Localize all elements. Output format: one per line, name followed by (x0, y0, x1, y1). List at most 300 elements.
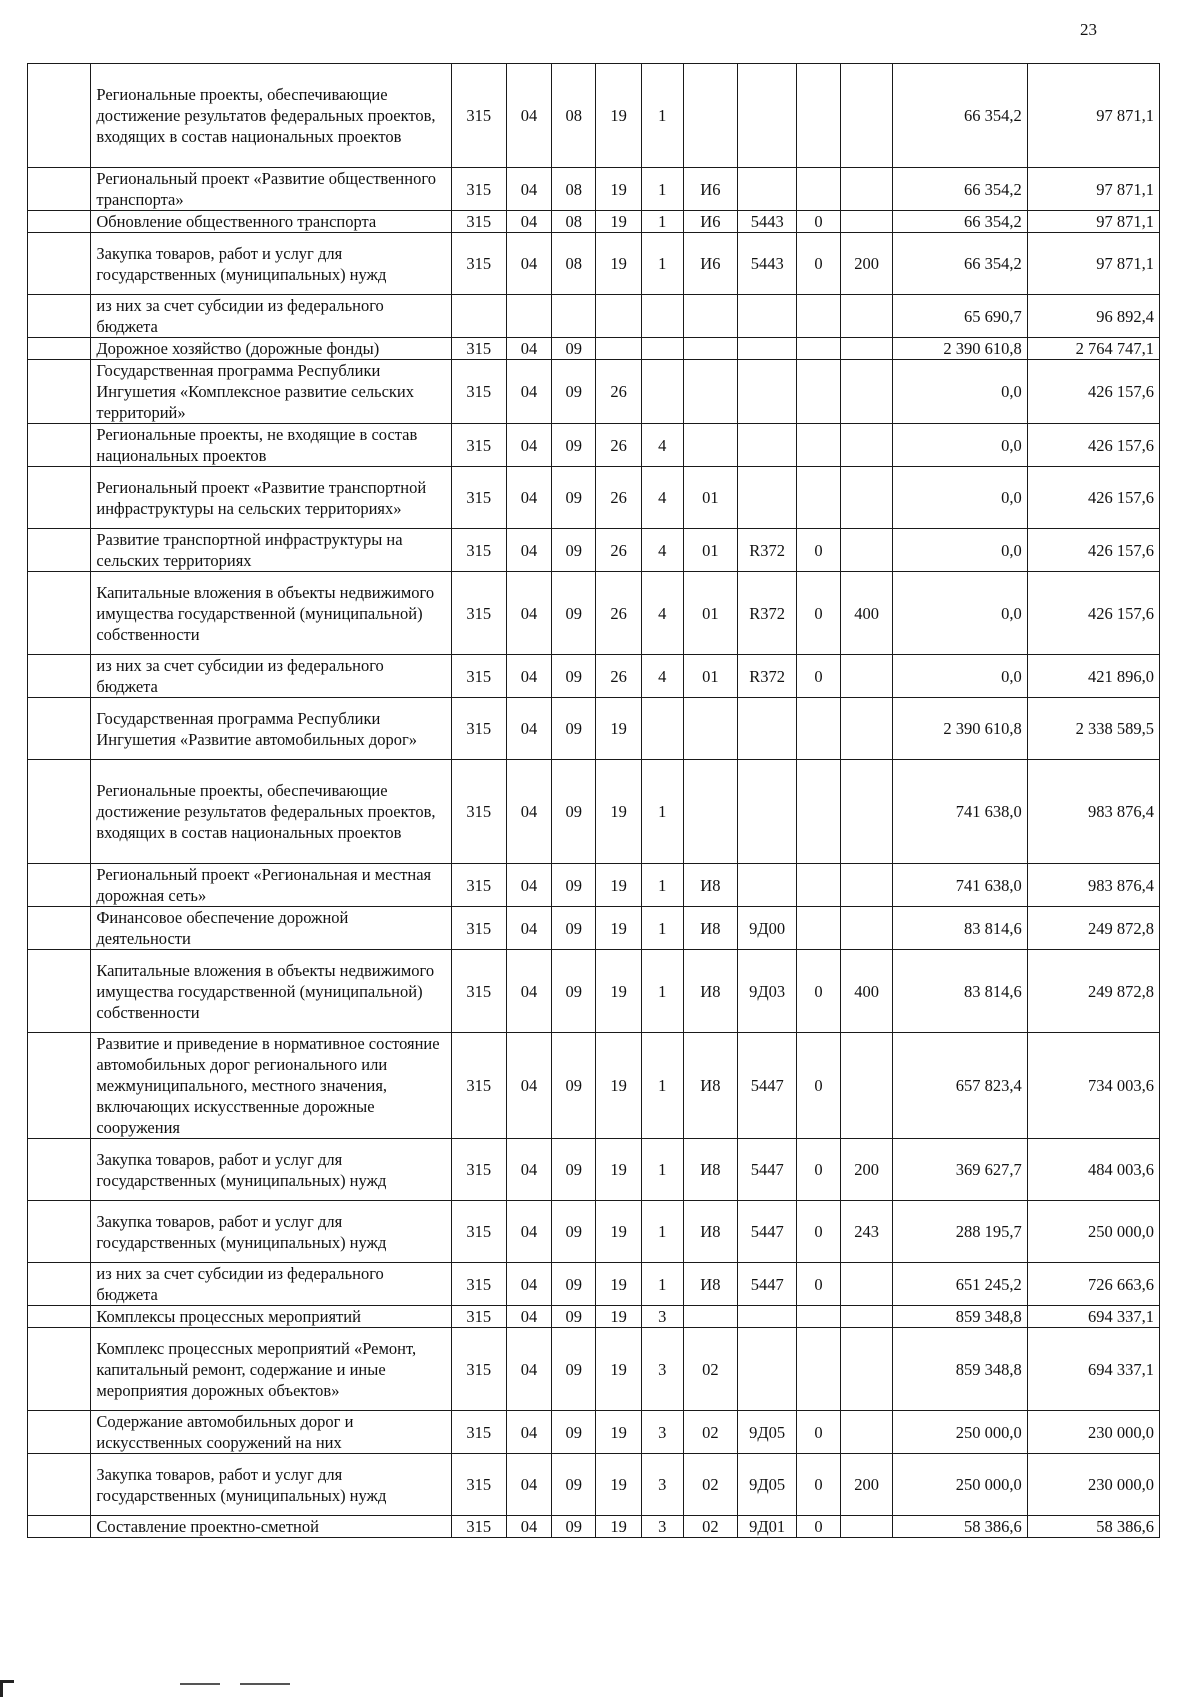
code-vr: 400 (840, 950, 892, 1033)
code-direction: R372 (738, 655, 797, 698)
row-blank-cell (28, 211, 91, 233)
code-project: И8 (683, 864, 738, 907)
code-direction: 5447 (738, 1139, 797, 1201)
code-type: 1 (642, 168, 684, 211)
table-row (28, 1033, 1160, 1139)
amount-y2026: 426 157,6 (1027, 467, 1159, 529)
table-row (28, 424, 1160, 467)
code-prog: 19 (596, 907, 642, 950)
amount-y2026: 426 157,6 (1027, 424, 1159, 467)
code-type: 4 (642, 655, 684, 698)
row-blank-cell (28, 950, 91, 1033)
scan-artifact-line (240, 1683, 290, 1685)
code-type (642, 698, 684, 760)
scan-corner-mark (0, 1680, 14, 1697)
code-sub (797, 64, 841, 168)
row-name: Обновление общественного транспорта (91, 211, 452, 233)
row-name: Закупка товаров, работ и услуг для государственных (муниципальных) нужд (91, 1139, 452, 1201)
code-rz: 04 (506, 864, 552, 907)
code-rz: 04 (506, 760, 552, 864)
row-blank-cell (28, 233, 91, 295)
code-sub: 0 (797, 529, 841, 572)
code-type: 1 (642, 864, 684, 907)
table-row (28, 338, 1160, 360)
table-row (28, 760, 1160, 864)
amount-y2025: 0,0 (893, 655, 1027, 698)
amount-y2026: 694 337,1 (1027, 1328, 1159, 1411)
code-project: И6 (683, 168, 738, 211)
code-rz: 04 (506, 360, 552, 424)
code-project (683, 698, 738, 760)
code-project (683, 1306, 738, 1328)
code-pr: 09 (552, 1516, 596, 1538)
code-pr: 09 (552, 1454, 596, 1516)
code-sub (797, 1306, 841, 1328)
row-name: Региональный проект «Региональная и местная дорожная сеть» (91, 864, 452, 907)
code-project: 01 (683, 572, 738, 655)
code-prog: 19 (596, 698, 642, 760)
amount-y2026: 983 876,4 (1027, 864, 1159, 907)
code-vr: 200 (840, 1139, 892, 1201)
code-vr (840, 211, 892, 233)
code-sub (797, 360, 841, 424)
amount-y2026: 426 157,6 (1027, 529, 1159, 572)
amount-y2026: 97 871,1 (1027, 64, 1159, 168)
code-direction (738, 338, 797, 360)
code-sub: 0 (797, 233, 841, 295)
code-sub: 0 (797, 572, 841, 655)
code-direction: 5443 (738, 211, 797, 233)
code-type (642, 338, 684, 360)
code-type: 3 (642, 1454, 684, 1516)
code-vr (840, 1033, 892, 1139)
code-direction: 9Д03 (738, 950, 797, 1033)
code-rz: 04 (506, 1033, 552, 1139)
code-sub: 0 (797, 1139, 841, 1201)
code-prog: 26 (596, 572, 642, 655)
code-vr (840, 529, 892, 572)
code-direction (738, 168, 797, 211)
code-pr: 09 (552, 864, 596, 907)
code-vr (840, 1516, 892, 1538)
row-blank-cell (28, 1201, 91, 1263)
code-gr: 315 (451, 1306, 506, 1328)
amount-y2026: 97 871,1 (1027, 233, 1159, 295)
code-rz: 04 (506, 338, 552, 360)
code-gr: 315 (451, 572, 506, 655)
code-gr: 315 (451, 211, 506, 233)
budget-table (27, 63, 1160, 1538)
code-direction: 5443 (738, 233, 797, 295)
row-name: Содержание автомобильных дорог и искусственных сооружений на них (91, 1411, 452, 1454)
code-type: 3 (642, 1328, 684, 1411)
code-prog: 26 (596, 655, 642, 698)
code-vr (840, 360, 892, 424)
amount-y2025: 66 354,2 (893, 233, 1027, 295)
code-type (642, 360, 684, 424)
code-prog: 19 (596, 760, 642, 864)
code-rz (506, 295, 552, 338)
code-type: 1 (642, 233, 684, 295)
code-type: 4 (642, 572, 684, 655)
code-sub: 0 (797, 211, 841, 233)
code-vr: 200 (840, 1454, 892, 1516)
row-blank-cell (28, 338, 91, 360)
code-prog: 19 (596, 1411, 642, 1454)
code-pr: 09 (552, 529, 596, 572)
code-rz: 04 (506, 211, 552, 233)
page-number: 23 (1080, 20, 1097, 39)
code-pr: 08 (552, 211, 596, 233)
table-row (28, 168, 1160, 211)
row-blank-cell (28, 864, 91, 907)
code-project: И6 (683, 211, 738, 233)
row-name: Государственная программа Республики Ингушетия «Развитие автомобильных дорог» (91, 698, 452, 760)
table-row (28, 360, 1160, 424)
row-name: Региональный проект «Развитие транспортной инфраструктуры на сельских территориях» (91, 467, 452, 529)
code-type: 1 (642, 760, 684, 864)
code-sub (797, 168, 841, 211)
amount-y2025: 58 386,6 (893, 1516, 1027, 1538)
row-name: Закупка товаров, работ и услуг для государственных (муниципальных) нужд (91, 1201, 452, 1263)
amount-y2025: 66 354,2 (893, 64, 1027, 168)
amount-y2025: 288 195,7 (893, 1201, 1027, 1263)
code-pr: 09 (552, 1201, 596, 1263)
code-sub (797, 338, 841, 360)
amount-y2026: 694 337,1 (1027, 1306, 1159, 1328)
code-prog: 19 (596, 211, 642, 233)
code-pr: 09 (552, 424, 596, 467)
code-direction (738, 424, 797, 467)
code-type: 1 (642, 1139, 684, 1201)
code-project: 01 (683, 655, 738, 698)
code-gr: 315 (451, 529, 506, 572)
code-direction (738, 1328, 797, 1411)
code-direction (738, 698, 797, 760)
code-pr: 08 (552, 64, 596, 168)
row-blank-cell (28, 1454, 91, 1516)
code-gr: 315 (451, 338, 506, 360)
row-name: Развитие транспортной инфраструктуры на сельских территориях (91, 529, 452, 572)
code-prog: 19 (596, 1139, 642, 1201)
amount-y2026: 734 003,6 (1027, 1033, 1159, 1139)
code-project (683, 760, 738, 864)
row-name: Региональные проекты, обеспечивающие достижение результатов федеральных проектов, входящих в состав национальных проектов (91, 64, 452, 168)
code-vr (840, 64, 892, 168)
code-sub (797, 907, 841, 950)
code-sub (797, 424, 841, 467)
row-blank-cell (28, 1139, 91, 1201)
code-type: 1 (642, 1033, 684, 1139)
code-rz: 04 (506, 655, 552, 698)
code-project: И8 (683, 1201, 738, 1263)
code-gr: 315 (451, 467, 506, 529)
code-gr: 315 (451, 424, 506, 467)
code-prog: 19 (596, 1306, 642, 1328)
row-name: Финансовое обеспечение дорожной деятельности (91, 907, 452, 950)
code-gr: 315 (451, 1516, 506, 1538)
code-prog: 26 (596, 424, 642, 467)
row-blank-cell (28, 295, 91, 338)
code-prog: 26 (596, 467, 642, 529)
code-type: 4 (642, 467, 684, 529)
table-row (28, 1516, 1160, 1538)
code-rz: 04 (506, 1263, 552, 1306)
amount-y2026: 97 871,1 (1027, 211, 1159, 233)
code-type: 1 (642, 1201, 684, 1263)
code-vr (840, 467, 892, 529)
code-sub: 0 (797, 655, 841, 698)
code-type: 3 (642, 1411, 684, 1454)
code-pr: 09 (552, 1411, 596, 1454)
code-pr: 09 (552, 698, 596, 760)
code-vr: 400 (840, 572, 892, 655)
code-pr: 09 (552, 1306, 596, 1328)
code-prog (596, 295, 642, 338)
code-prog: 26 (596, 360, 642, 424)
amount-y2026: 250 000,0 (1027, 1201, 1159, 1263)
code-gr: 315 (451, 1139, 506, 1201)
code-vr (840, 168, 892, 211)
code-prog (596, 338, 642, 360)
code-pr: 09 (552, 760, 596, 864)
row-name: из них за счет субсидии из федерального бюджета (91, 1263, 452, 1306)
code-gr: 315 (451, 1033, 506, 1139)
code-rz: 04 (506, 950, 552, 1033)
code-project: И8 (683, 1139, 738, 1201)
code-gr: 315 (451, 1201, 506, 1263)
amount-y2026: 426 157,6 (1027, 572, 1159, 655)
code-prog: 19 (596, 1201, 642, 1263)
amount-y2026: 96 892,4 (1027, 295, 1159, 338)
row-blank-cell (28, 1306, 91, 1328)
code-vr: 200 (840, 233, 892, 295)
code-direction: R372 (738, 529, 797, 572)
row-name: Капитальные вложения в объекты недвижимого имущества государственной (муниципальной) собственности (91, 572, 452, 655)
amount-y2025: 250 000,0 (893, 1411, 1027, 1454)
row-name: Комплекс процессных мероприятий «Ремонт, капитальный ремонт, содержание и иные мероприятия дорожных объектов» (91, 1328, 452, 1411)
row-blank-cell (28, 529, 91, 572)
code-rz: 04 (506, 1328, 552, 1411)
code-pr: 09 (552, 572, 596, 655)
amount-y2026: 230 000,0 (1027, 1454, 1159, 1516)
code-pr: 08 (552, 168, 596, 211)
code-direction (738, 295, 797, 338)
code-rz: 04 (506, 1201, 552, 1263)
code-prog: 19 (596, 1516, 642, 1538)
row-blank-cell (28, 907, 91, 950)
code-vr (840, 698, 892, 760)
row-name: Закупка товаров, работ и услуг для государственных (муниципальных) нужд (91, 233, 452, 295)
code-pr: 09 (552, 1263, 596, 1306)
code-rz: 04 (506, 698, 552, 760)
code-project: 02 (683, 1411, 738, 1454)
code-type: 3 (642, 1306, 684, 1328)
code-rz: 04 (506, 467, 552, 529)
code-pr: 09 (552, 338, 596, 360)
code-vr (840, 1328, 892, 1411)
amount-y2026: 426 157,6 (1027, 360, 1159, 424)
row-blank-cell (28, 424, 91, 467)
row-name: Региональные проекты, не входящие в состав национальных проектов (91, 424, 452, 467)
code-vr: 243 (840, 1201, 892, 1263)
code-rz: 04 (506, 424, 552, 467)
code-prog: 19 (596, 64, 642, 168)
code-type: 1 (642, 1263, 684, 1306)
code-rz: 04 (506, 529, 552, 572)
code-vr (840, 864, 892, 907)
code-direction: 9Д01 (738, 1516, 797, 1538)
code-project (683, 360, 738, 424)
code-vr (840, 1306, 892, 1328)
code-sub (797, 864, 841, 907)
row-blank-cell (28, 1516, 91, 1538)
amount-y2025: 651 245,2 (893, 1263, 1027, 1306)
code-type: 1 (642, 64, 684, 168)
table-row (28, 698, 1160, 760)
row-blank-cell (28, 698, 91, 760)
amount-y2025: 250 000,0 (893, 1454, 1027, 1516)
amount-y2026: 230 000,0 (1027, 1411, 1159, 1454)
amount-y2025: 859 348,8 (893, 1306, 1027, 1328)
row-blank-cell (28, 64, 91, 168)
code-rz: 04 (506, 1454, 552, 1516)
row-blank-cell (28, 655, 91, 698)
code-gr: 315 (451, 1263, 506, 1306)
code-rz: 04 (506, 1411, 552, 1454)
code-rz: 04 (506, 907, 552, 950)
amount-y2026: 2 338 589,5 (1027, 698, 1159, 760)
amount-y2025: 741 638,0 (893, 760, 1027, 864)
row-name: Развитие и приведение в нормативное состояние автомобильных дорог регионального или межмуниципального, местного значения, включающих искусственные дорожные сооружения (91, 1033, 452, 1139)
code-sub: 0 (797, 1454, 841, 1516)
code-gr (451, 295, 506, 338)
table-row (28, 572, 1160, 655)
code-vr (840, 295, 892, 338)
table-row (28, 1328, 1160, 1411)
code-pr: 08 (552, 233, 596, 295)
row-blank-cell (28, 1411, 91, 1454)
row-name: Составление проектно-сметной (91, 1516, 452, 1538)
code-rz: 04 (506, 64, 552, 168)
row-name: Дорожное хозяйство (дорожные фонды) (91, 338, 452, 360)
code-sub: 0 (797, 1263, 841, 1306)
table-row (28, 233, 1160, 295)
amount-y2026: 249 872,8 (1027, 907, 1159, 950)
code-project (683, 338, 738, 360)
code-prog: 19 (596, 864, 642, 907)
code-vr (840, 1411, 892, 1454)
row-blank-cell (28, 360, 91, 424)
amount-y2025: 0,0 (893, 467, 1027, 529)
code-gr: 315 (451, 950, 506, 1033)
code-gr: 315 (451, 1328, 506, 1411)
code-direction (738, 64, 797, 168)
code-vr (840, 760, 892, 864)
amount-y2025: 0,0 (893, 360, 1027, 424)
code-sub (797, 467, 841, 529)
code-sub: 0 (797, 1411, 841, 1454)
row-blank-cell (28, 1328, 91, 1411)
code-gr: 315 (451, 168, 506, 211)
amount-y2025: 859 348,8 (893, 1328, 1027, 1411)
code-vr (840, 424, 892, 467)
amount-y2025: 66 354,2 (893, 168, 1027, 211)
table-row (28, 64, 1160, 168)
row-name: Комплексы процессных мероприятий (91, 1306, 452, 1328)
table-row (28, 529, 1160, 572)
code-direction: 9Д05 (738, 1454, 797, 1516)
code-project: 02 (683, 1516, 738, 1538)
scan-artifact-line (180, 1683, 220, 1685)
row-name: из них за счет субсидии из федерального бюджета (91, 295, 452, 338)
table-row (28, 1139, 1160, 1201)
amount-y2025: 66 354,2 (893, 211, 1027, 233)
amount-y2026: 2 764 747,1 (1027, 338, 1159, 360)
code-vr (840, 1263, 892, 1306)
row-blank-cell (28, 467, 91, 529)
table-row (28, 211, 1160, 233)
amount-y2025: 741 638,0 (893, 864, 1027, 907)
code-type: 1 (642, 211, 684, 233)
code-project: И6 (683, 233, 738, 295)
amount-y2026: 249 872,8 (1027, 950, 1159, 1033)
code-gr: 315 (451, 907, 506, 950)
code-sub: 0 (797, 950, 841, 1033)
code-direction (738, 760, 797, 864)
code-sub: 0 (797, 1033, 841, 1139)
amount-y2025: 657 823,4 (893, 1033, 1027, 1139)
code-pr: 09 (552, 467, 596, 529)
amount-y2025: 0,0 (893, 572, 1027, 655)
code-project: И8 (683, 1263, 738, 1306)
row-blank-cell (28, 1033, 91, 1139)
code-project: И8 (683, 1033, 738, 1139)
code-gr: 315 (451, 760, 506, 864)
amount-y2025: 0,0 (893, 529, 1027, 572)
amount-y2025: 2 390 610,8 (893, 338, 1027, 360)
row-name: Капитальные вложения в объекты недвижимого имущества государственной (муниципальной) собственности (91, 950, 452, 1033)
code-gr: 315 (451, 698, 506, 760)
code-type: 3 (642, 1516, 684, 1538)
table-row (28, 1201, 1160, 1263)
row-blank-cell (28, 572, 91, 655)
code-gr: 315 (451, 233, 506, 295)
code-pr: 09 (552, 907, 596, 950)
code-project: 02 (683, 1454, 738, 1516)
row-name: Закупка товаров, работ и услуг для государственных (муниципальных) нужд (91, 1454, 452, 1516)
amount-y2025: 2 390 610,8 (893, 698, 1027, 760)
code-gr: 315 (451, 864, 506, 907)
amount-y2026: 421 896,0 (1027, 655, 1159, 698)
code-direction: 9Д00 (738, 907, 797, 950)
code-project: 02 (683, 1328, 738, 1411)
code-rz: 04 (506, 233, 552, 295)
code-project: И8 (683, 907, 738, 950)
code-direction (738, 467, 797, 529)
table-row (28, 907, 1160, 950)
code-direction: 5447 (738, 1263, 797, 1306)
amount-y2026: 484 003,6 (1027, 1139, 1159, 1201)
code-type: 1 (642, 950, 684, 1033)
code-prog: 19 (596, 1454, 642, 1516)
table-row (28, 1306, 1160, 1328)
code-pr: 09 (552, 655, 596, 698)
code-gr: 315 (451, 360, 506, 424)
code-pr (552, 295, 596, 338)
table-row (28, 950, 1160, 1033)
row-name: из них за счет субсидии из федерального бюджета (91, 655, 452, 698)
